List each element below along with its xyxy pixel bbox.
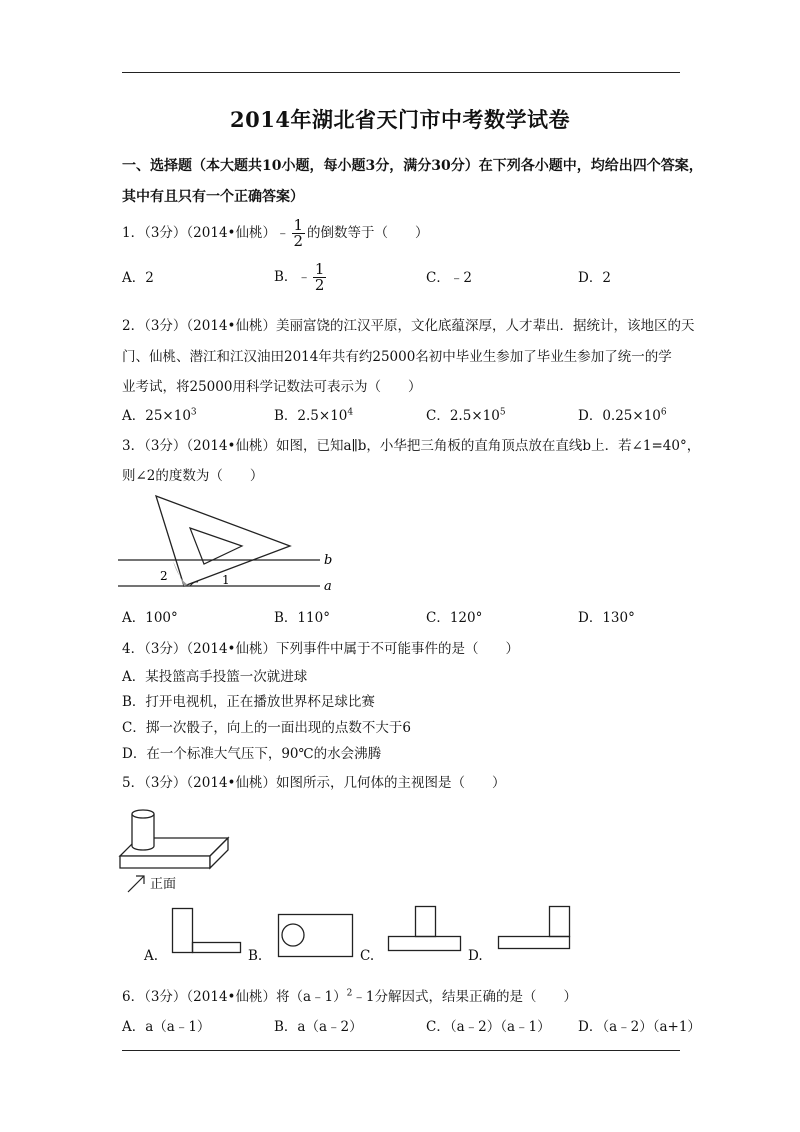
question-5-stem: 5．（3分）（2014•仙桃）如图所示，几何体的主视图是（ ） <box>122 775 506 791</box>
q5-option-b-label: B. <box>248 948 263 964</box>
question-1-suffix: 的倒数等于（ ） <box>307 225 429 241</box>
q5-option-c-label: C. <box>360 948 375 964</box>
fraction-one-half: $\frac{1}{2}$ <box>293 216 304 250</box>
q5-option-d-figure <box>498 906 572 952</box>
label-1: 1 <box>222 573 230 587</box>
q3-option-a: A．100° <box>122 610 178 626</box>
q4-option-a: A．某投篮高手投篮一次就进球 <box>122 669 308 685</box>
q6-option-c: C．（a﹣2）（a﹣1） <box>426 1019 551 1035</box>
label-a: a <box>324 579 332 594</box>
cylinder-top <box>132 810 154 818</box>
page-title: 2014年湖北省天门市中考数学试卷 <box>230 107 570 132</box>
q6-option-d: D．（a﹣2）（a+1） <box>578 1019 701 1035</box>
q1-option-d: D．2 <box>578 270 611 286</box>
q2-option-d: D．$0.25\times 10^6$ <box>578 407 667 424</box>
q1-option-c: C．﹣2 <box>426 270 472 286</box>
slab-front-face <box>120 856 210 868</box>
question-3-line2: 则∠2的度数为（ ） <box>122 468 264 484</box>
question-1-prefix: 1．（3分）（2014•仙桃）﹣ <box>122 225 290 241</box>
top-rule <box>122 72 680 73</box>
front-arrow <box>128 876 144 892</box>
q5-option-a-figure <box>172 908 242 954</box>
q6-option-a: A．a（a﹣1） <box>122 1019 211 1035</box>
cylinder-body <box>132 814 154 850</box>
question-2-line1: 2．（3分）（2014•仙桃）美丽富饶的江汉平原，文化底蕴深厚，人才辈出．据统计，该地区的天 <box>122 318 695 334</box>
q4-option-b: B．打开电视机，正在播放世界杯足球比赛 <box>122 694 375 710</box>
q5-option-a-label: A. <box>144 948 159 964</box>
section-heading-line2: 其中有且只有一个正确答案） <box>122 189 304 205</box>
triangle-inner <box>190 528 242 564</box>
q3-option-b: B．110° <box>274 610 330 626</box>
question-2-line3: 业考试，将25000用科学记数法可表示为（ ） <box>122 379 422 395</box>
q1-option-b: B．﹣ $\frac{1}{2}$ <box>274 260 325 294</box>
question-2-line2: 门、仙桃、潜江和江汉油田2014年共有约25000名初中毕业生参加了毕业生参加了统一的学 <box>122 349 672 365</box>
q4-option-d: D．在一个标准大气压下，90℃的水会沸腾 <box>122 746 382 762</box>
front-view-label: 正面 <box>150 877 177 892</box>
question-1-stem <box>122 218 429 249</box>
question-4-stem: 4．（3分）（2014•仙桃）下列事件中属于不可能事件的是（ ） <box>122 641 519 657</box>
label-b: b <box>324 553 333 568</box>
q3-triangle-figure <box>118 488 348 598</box>
section-heading-line1: 一、选择题（本大题共10小题，每小题3分，满分30分）在下列各小题中，均给出四个答案， <box>122 158 703 174</box>
q6-option-b: B．a（a﹣2） <box>274 1019 363 1035</box>
question-3-line1: 3．（3分）（2014•仙桃）如图，已知a∥b，小华把三角板的直角顶点放在直线b上．若∠1=40°， <box>122 438 701 454</box>
q1-option-b-fraction: $\frac{1}{2}$ <box>314 260 325 294</box>
q1-option-a: A．2 <box>122 270 154 286</box>
bottom-rule <box>122 1050 680 1051</box>
q2-option-a: A．$25\times 10^3$ <box>122 407 197 424</box>
q3-option-d: D．130° <box>578 610 635 626</box>
q5-option-d-label: D. <box>468 948 483 964</box>
question-6-stem: 6．（3分）（2014•仙桃）将（a﹣1）$^2$﹣1分解因式，结果正确的是（ ） <box>122 988 577 1005</box>
q2-option-c: C．$2.5\times 10^5$ <box>426 407 506 424</box>
q5-option-c-figure <box>388 906 462 952</box>
q3-option-c: C．120° <box>426 610 483 626</box>
label-2: 2 <box>160 569 168 583</box>
q2-option-b: B．$2.5\times 10^4$ <box>274 407 354 424</box>
q4-option-c: C．掷一次骰子，向上的一面出现的点数不大于6 <box>122 720 411 736</box>
q5-option-b-figure <box>278 914 354 960</box>
